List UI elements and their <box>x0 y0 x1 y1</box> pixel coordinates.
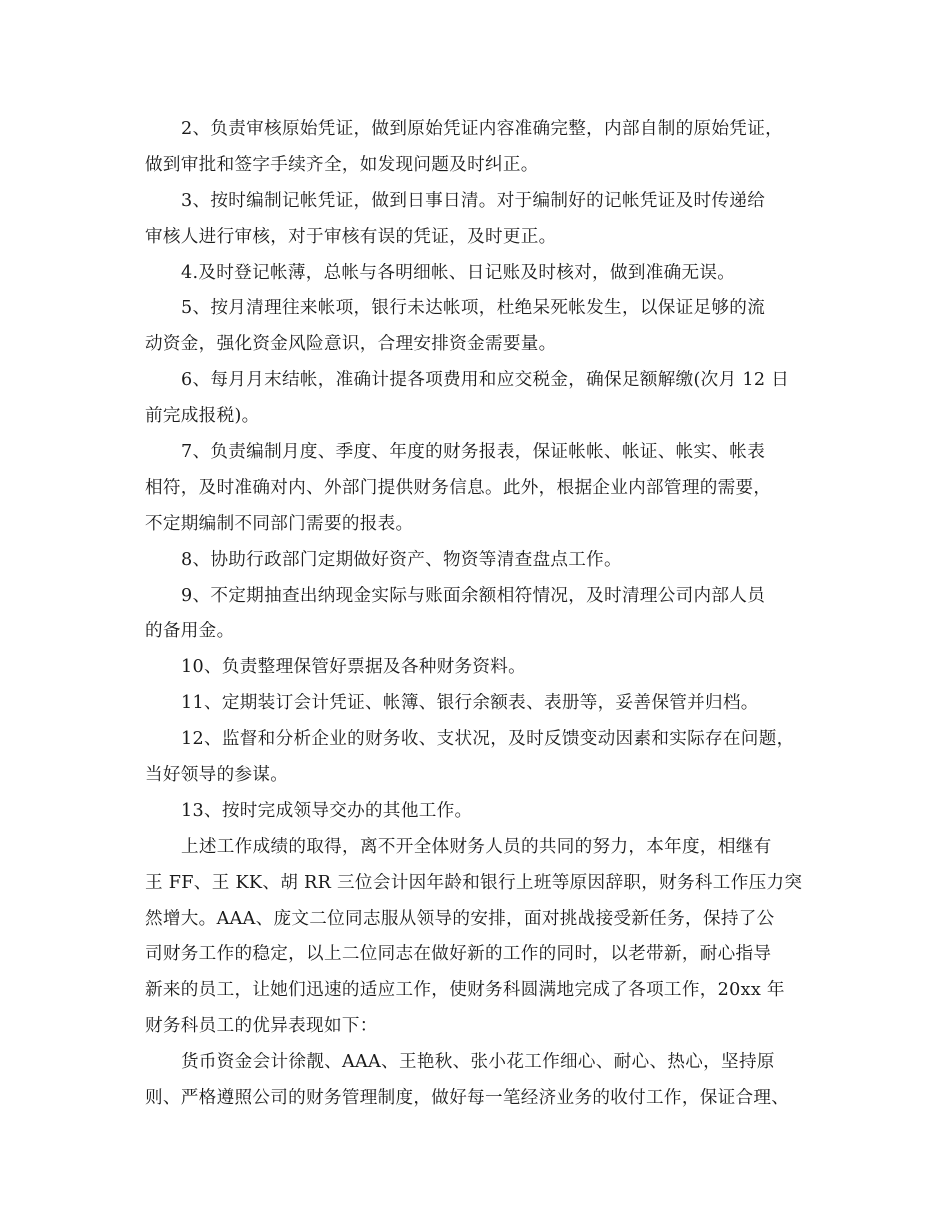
text-line: 3、按时编制记帐凭证，做到日事日清。对于编制好的记帐凭证及时传递给 <box>181 190 766 211</box>
text-line: 然增大。AAA、庞文二位同志服从领导的安排，面对挑战接受新任务，保持了公 <box>145 908 775 929</box>
text-line: 相符，及时准确对内、外部门提供财务信息。此外，根据企业内部管理的需要， <box>145 477 772 498</box>
text-line: 10、负责整理保管好票据及各种财务资料。 <box>181 657 527 678</box>
text-line: 新来的员工，让她们迅速的适应工作，使财务科圆满地完成了各项工作，20xx 年 <box>145 980 785 1001</box>
document-body <box>145 112 815 1117</box>
text-line: 4.及时登记帐薄，总帐与各明细帐、日记账及时核对，做到准确无误。 <box>181 262 736 283</box>
text-line: 12、监督和分析企业的财务收、支状况，及时反馈变动因素和实际存在问题， <box>181 729 795 750</box>
text-line: 王 FF、王 KK、胡 RR 三位会计因年龄和银行上班等原因辞职，财务科工作压力突 <box>145 872 803 893</box>
text-line: 做到审批和签字手续齐全，如发现问题及时纠正。 <box>145 154 539 175</box>
text-line: 前完成报税)。 <box>145 406 260 427</box>
text-line: 5、按月清理往来帐项，银行未达帐项，杜绝呆死帐发生，以保证足够的流 <box>181 298 766 319</box>
text-line: 上述工作成绩的取得，离不开全体财务人员的共同的努力，本年度，相继有 <box>181 836 772 857</box>
text-line: 6、每月月末结帐，准确计提各项费用和应交税金，确保足额解缴(次月 12 日 <box>181 370 790 391</box>
text-line: 则、严格遵照公司的财务管理制度，做好每一笔经济业务的收付工作，保证合理、 <box>145 1088 790 1109</box>
text-line: 货币资金会计徐靓、AAA、王艳秋、张小花工作细心、耐心、热心，坚持原 <box>181 1052 775 1073</box>
text-line: 不定期编制不同部门需要的报表。 <box>145 513 414 534</box>
text-line: 2、负责审核原始凭证，做到原始凭证内容准确完整，内部自制的原始凭证， <box>181 119 783 139</box>
text-line: 13、按时完成领导交办的其他工作。 <box>181 800 473 821</box>
text-line: 7、负责编制月度、季度、年度的财务报表，保证帐帐、帐证、帐实、帐表 <box>181 442 766 463</box>
text-line: 审核人进行审核，对于审核有误的凭证，及时更正。 <box>145 226 557 247</box>
text-line: 11、定期装订会计凭证、帐簿、银行余额表、表册等，妥善保管并归档。 <box>181 693 759 714</box>
text-line: 8、协助行政部门定期做好资产、物资等清查盘点工作。 <box>181 549 622 570</box>
text-line: 的备用金。 <box>145 621 235 642</box>
text-line: 财务科员工的优异表现如下： <box>145 1016 378 1037</box>
text-line: 9、不定期抽查出纳现金实际与账面余额相符情况，及时清理公司内部人员 <box>181 585 766 606</box>
text-line: 动资金，强化资金风险意识，合理安排资金需要量。 <box>145 334 557 355</box>
text-line: 司财务工作的稳定，以上二位同志在做好新的工作的同时，以老带新，耐心指导 <box>145 944 772 965</box>
text-line: 当好领导的参谋。 <box>145 765 289 786</box>
